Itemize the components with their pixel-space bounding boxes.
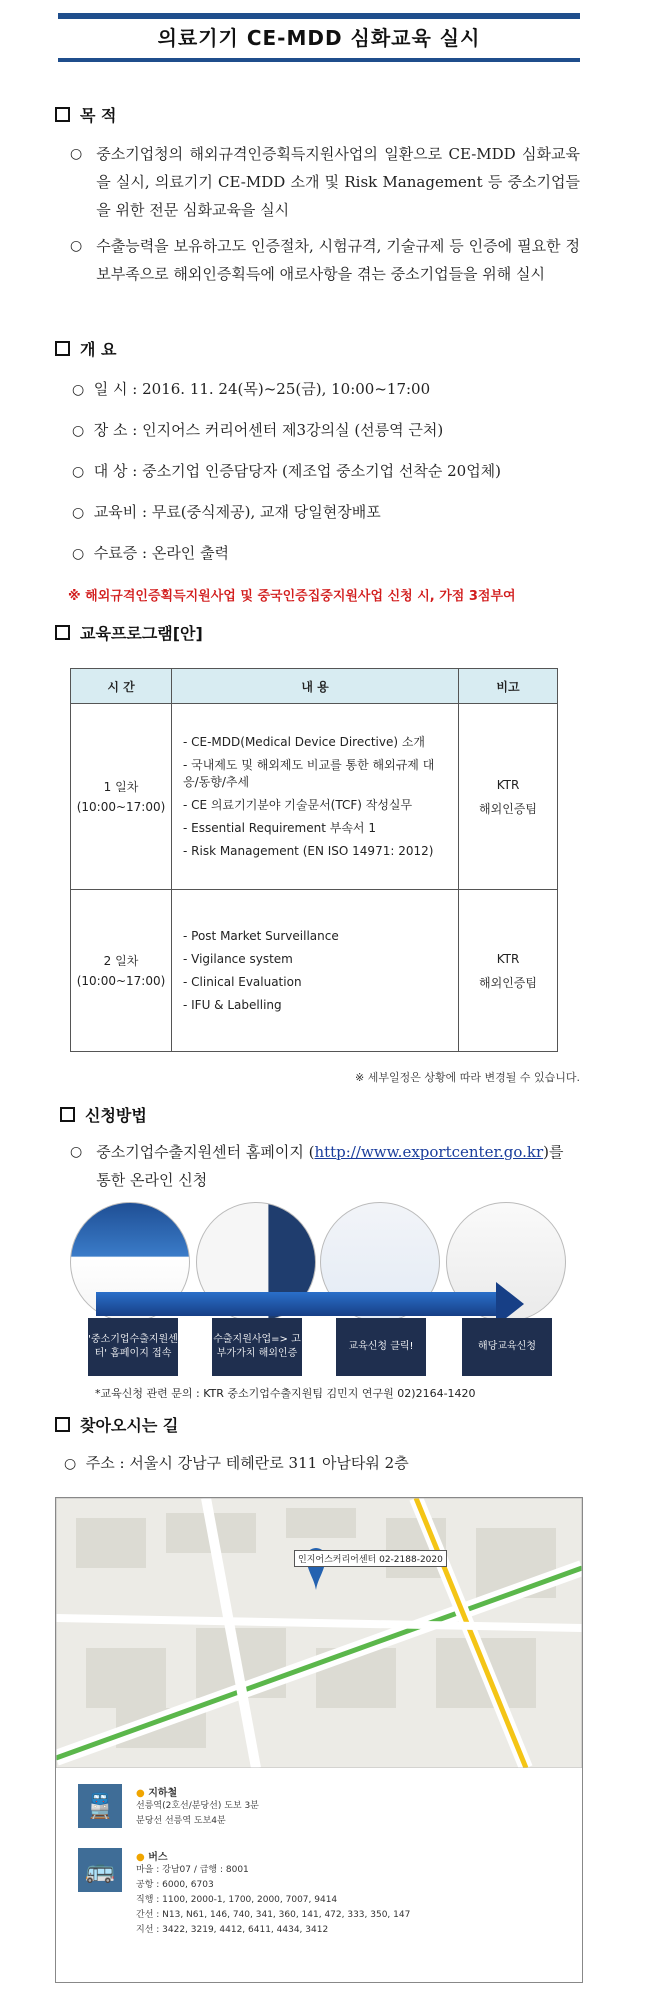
dot-icon: ● bbox=[136, 1788, 149, 1799]
program-heading: 교육프로그램[안] bbox=[55, 621, 203, 644]
map-label: 인지어스커리어센터 02-2188-2020 bbox=[294, 1550, 447, 1567]
checkbox-square-icon bbox=[55, 1417, 70, 1432]
apply-contact: *교육신청 관련 문의 : KTR 중소기업수출지원팀 김민지 연구원 02)2164-1420 bbox=[95, 1387, 476, 1400]
apply-text: ○ 중소기업수출지원센터 홈페이지 (http://www.exportcenter.go.kr)를 통한 온라인 신청 bbox=[70, 1138, 580, 1194]
apply-step: 수출지원사업=> 고부가가치 해외인증 bbox=[212, 1318, 302, 1376]
address-line: ○ 주소 : 서울시 강남구 테헤란로 311 아남타워 2층 bbox=[64, 1454, 409, 1472]
day-cell: 1 일차 (10:00~17:00) bbox=[71, 704, 172, 890]
circle-bullet-icon: ○ bbox=[72, 505, 85, 521]
bus-info: 🚌 ● 버스 마을 : 강남07 / 급행 : 8001 공항 : 6000, 6703 직행 : 1100, 2000-1, 1700, 2000, 7007, 9414 간선 : N13, N61, 146, 740, 341, 360, 141, 472, 333, 350, 147 지선 : 3422, 3219, 4412, 6411, 4434, 3412 bbox=[78, 1848, 410, 1938]
bonus-note: ※ 해외규격인증획득지원사업 및 중국인증집중지원사업 신청 시, 가점 3점부여 bbox=[68, 589, 516, 604]
circle-bullet-icon: ○ bbox=[72, 546, 85, 562]
page-title: 의료기기 CE-MDD 심화교육 실시 bbox=[157, 26, 481, 50]
table-header-row bbox=[71, 669, 558, 704]
title-top-bar bbox=[58, 13, 580, 19]
note-cell: KTR 해외인증팀 bbox=[459, 704, 558, 890]
circle-bullet-icon: ○ bbox=[72, 382, 85, 398]
circle-bullet-icon: ○ bbox=[72, 464, 85, 480]
purpose-heading: 목 적 bbox=[55, 103, 116, 126]
overview-item: ○ 대 상 : 중소기업 인증담당자 (제조업 중소기업 선착순 20업체) bbox=[72, 462, 502, 480]
purpose-item: ○ 중소기업청의 해외규격인증획득지원사업의 일환으로 CE-MDD 심화교육을 실시, 의료기기 CE-MDD 소개 및 Risk Management 등 중소기업들을 위한 전문 심화교육을 실시 bbox=[70, 140, 580, 224]
overview-item: ○ 장 소 : 인지어스 커리어센터 제3강의실 (선릉역 근처) bbox=[72, 421, 444, 439]
circle-bullet-icon: ○ bbox=[70, 1144, 83, 1160]
content-cell: - CE-MDD(Medical Device Directive) 소개 - 국내제도 및 해외제도 비교를 통한 해외규제 대응/동향/추세 - CE 의료기기분야 기술문서(TCF) 작성실무 - Essential Requirement 부속서 1 - Risk Management (EN ISO 14971: 2012) bbox=[172, 704, 459, 890]
program-footnote: ※ 세부일정은 상황에 따라 변경될 수 있습니다. bbox=[355, 1071, 580, 1084]
circle-bullet-icon: ○ bbox=[70, 238, 83, 254]
progress-arrow-bar bbox=[96, 1292, 496, 1316]
apply-heading: 신청방법 bbox=[60, 1103, 147, 1126]
train-icon: 🚆 bbox=[78, 1784, 122, 1828]
day-cell: 2 일차 (10:00~17:00) bbox=[71, 890, 172, 1052]
dot-icon: ● bbox=[136, 1852, 149, 1863]
note-cell: KTR 해외인증팀 bbox=[459, 890, 558, 1052]
checkbox-square-icon bbox=[55, 107, 70, 122]
checkbox-square-icon bbox=[60, 1107, 75, 1122]
map-panel bbox=[55, 1497, 583, 1983]
overview-item: ○ 일 시 : 2016. 11. 24(목)~25(금), 10:00~17:00 bbox=[72, 380, 431, 398]
overview-heading: 개 요 bbox=[55, 337, 116, 360]
overview-item: ○ 교육비 : 무료(중식제공), 교재 당일현장배포 bbox=[72, 503, 381, 521]
header-note: 비고 bbox=[459, 669, 558, 704]
table-row bbox=[71, 890, 558, 1052]
subway-info: 🚆 ● 지하철 선릉역(2호선/분당선) 도보 3분 분당선 선릉역 도보4분 bbox=[78, 1784, 259, 1829]
circle-bullet-icon: ○ bbox=[64, 1456, 77, 1472]
purpose-item: ○ 수출능력을 보유하고도 인증절차, 시험규격, 기술규제 등 인증에 필요한 정보부족으로 해외인증획득에 애로사항을 겪는 중소기업들을 위해 실시 bbox=[70, 232, 580, 288]
apply-step: '중소기업수출지원센터' 홈페이지 접속 bbox=[88, 1318, 178, 1376]
header-content: 내 용 bbox=[172, 669, 459, 704]
content-cell: - Post Market Surveillance - Vigilance system - Clinical Evaluation - IFU & Labelling bbox=[172, 890, 459, 1052]
checkbox-square-icon bbox=[55, 341, 70, 356]
program-table bbox=[70, 668, 558, 1052]
exportcenter-link[interactable]: http://www.exportcenter.go.kr bbox=[314, 1143, 544, 1161]
table-row bbox=[71, 704, 558, 890]
apply-step: 해당교육신청 bbox=[462, 1318, 552, 1376]
apply-step: 교육신청 클릭! bbox=[336, 1318, 426, 1376]
bus-icon: 🚌 bbox=[78, 1848, 122, 1892]
circle-bullet-icon: ○ bbox=[70, 146, 83, 162]
title-bottom-bar bbox=[58, 58, 580, 62]
directions-heading: 찾아오시는 길 bbox=[55, 1413, 178, 1436]
map-image bbox=[56, 1498, 582, 1768]
overview-item: ○ 수료증 : 온라인 출력 bbox=[72, 544, 230, 562]
circle-bullet-icon: ○ bbox=[72, 423, 85, 439]
checkbox-square-icon bbox=[55, 625, 70, 640]
header-time: 시 간 bbox=[71, 669, 172, 704]
